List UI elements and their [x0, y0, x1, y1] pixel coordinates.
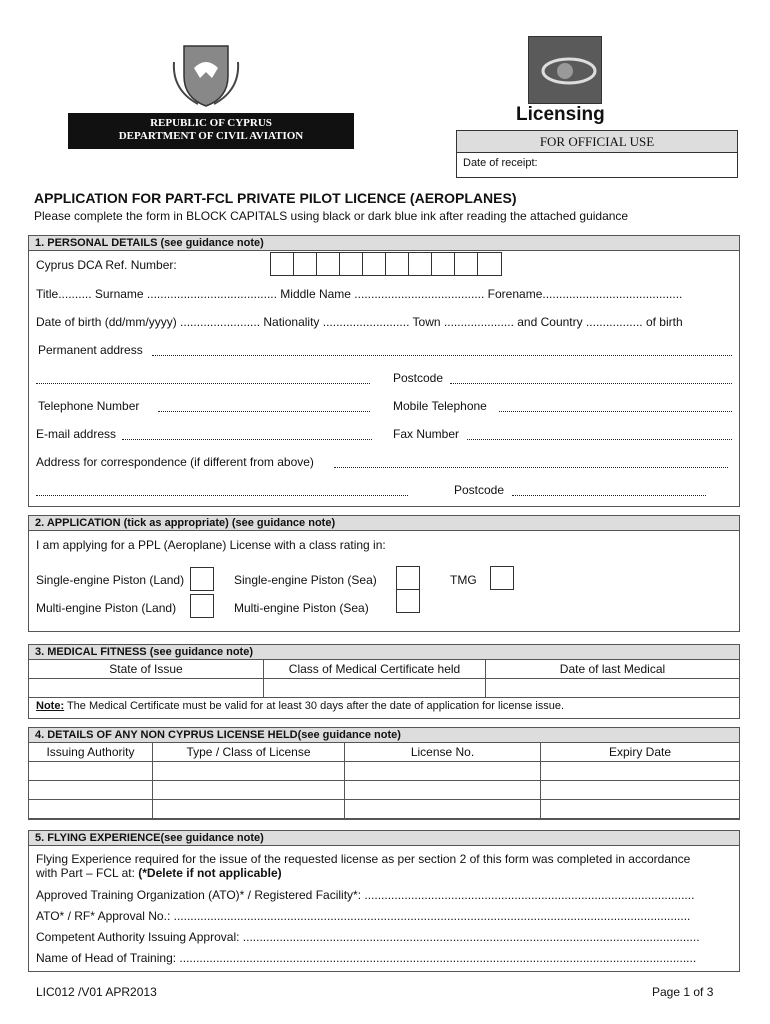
- dca-logo: [528, 36, 602, 104]
- cyprus-emblem: [170, 42, 242, 108]
- mep-land-label: Multi-engine Piston (Land): [36, 601, 177, 615]
- license-cell[interactable]: [541, 781, 740, 800]
- head-of-training-line[interactable]: Name of Head of Training: ...........................................................................................................................................................: [36, 951, 697, 965]
- official-use-heading: FOR OFFICIAL USE: [457, 131, 737, 153]
- license-cell[interactable]: [345, 800, 541, 819]
- sep-sea-label: Single-engine Piston (Sea): [234, 573, 377, 587]
- date-of-receipt-label: Date of receipt:: [463, 157, 538, 169]
- license-table: [28, 742, 740, 819]
- license-cell[interactable]: [345, 762, 541, 781]
- license-col-expiry: Expiry Date: [541, 743, 740, 762]
- page-number: Page 1 of 3: [652, 985, 714, 999]
- medical-class-cell[interactable]: [264, 679, 486, 698]
- experience-intro-2a: with Part – FCL at:: [36, 866, 139, 880]
- licensing-label: Licensing: [516, 104, 605, 125]
- license-cell[interactable]: [29, 781, 153, 800]
- postcode-label: Postcode: [393, 371, 444, 385]
- dept-line-1: REPUBLIC OF CYPRUS: [150, 117, 272, 129]
- license-cell[interactable]: [345, 781, 541, 800]
- section-5-heading: 5. FLYING EXPERIENCE(see guidance note): [29, 831, 739, 846]
- correspondence-field[interactable]: [334, 458, 728, 468]
- telephone-field[interactable]: [158, 402, 370, 412]
- note-text: The Medical Certificate must be valid for at least 30 days after the date of application for license issue.: [64, 700, 565, 712]
- license-col-type: Type / Class of License: [153, 743, 345, 762]
- dca-ref-label: Cyprus DCA Ref. Number:: [36, 258, 177, 272]
- sep-land-checkbox[interactable]: [190, 567, 214, 591]
- medical-table: [28, 659, 740, 698]
- medical-date-cell[interactable]: [486, 679, 740, 698]
- delete-note: (*Delete if not applicable): [138, 866, 282, 880]
- postcode-field[interactable]: [450, 374, 732, 384]
- address-line-2-field[interactable]: [36, 374, 370, 384]
- medical-col-class: Class of Medical Certificate held: [264, 660, 486, 679]
- fax-field[interactable]: [467, 430, 732, 440]
- name-line[interactable]: Title.......... Surname ....................................... Middle Name ....................................... Forename..........................................: [36, 287, 683, 301]
- ato-line[interactable]: Approved Training Organization (ATO)* / Registered Facility*: ...................................................................................................: [36, 888, 695, 902]
- dca-ref-number-cells[interactable]: [270, 252, 502, 276]
- form-code: LIC012 /V01 APR2013: [36, 985, 157, 999]
- mep-sea-checkbox[interactable]: [396, 589, 420, 613]
- license-cell[interactable]: [541, 762, 740, 781]
- approval-line[interactable]: ATO* / RF* Approval No.: ...........................................................................................................................................................: [36, 909, 691, 923]
- license-cell[interactable]: [153, 781, 345, 800]
- tmg-label: TMG: [450, 573, 477, 587]
- license-col-number: License No.: [345, 743, 541, 762]
- correspondence-line-2-field[interactable]: [36, 486, 408, 496]
- tmg-checkbox[interactable]: [490, 566, 514, 590]
- permanent-address-label: Permanent address: [38, 343, 143, 357]
- email-label: E-mail address: [36, 427, 117, 441]
- correspondence-label: Address for correspondence (if different from above): [36, 455, 314, 469]
- form-instructions: Please complete the form in BLOCK CAPITALS using black or dark blue ink after reading the attached guidance: [34, 209, 629, 223]
- section-4-heading: 4. DETAILS OF ANY NON CYPRUS LICENSE HELD(see guidance note): [29, 728, 739, 743]
- license-col-authority: Issuing Authority: [29, 743, 153, 762]
- medical-state-cell[interactable]: [29, 679, 264, 698]
- telephone-label: Telephone Number: [38, 399, 140, 413]
- medical-col-state: State of Issue: [29, 660, 264, 679]
- section-2-heading: 2. APPLICATION (tick as appropriate) (see guidance note): [29, 516, 739, 531]
- experience-intro-2: [36, 866, 282, 880]
- birth-line[interactable]: Date of birth (dd/mm/yyyy) ........................ Nationality .......................... Town ..................... and Country ................. of birth: [36, 315, 683, 329]
- email-field[interactable]: [122, 430, 372, 440]
- permanent-address-field[interactable]: [152, 346, 732, 356]
- license-cell[interactable]: [541, 800, 740, 819]
- sep-land-label: Single-engine Piston (Land): [36, 573, 185, 587]
- note-label: Note:: [36, 700, 65, 712]
- department-banner: [68, 113, 354, 149]
- form-title: APPLICATION FOR PART-FCL PRIVATE PILOT LICENCE (AEROPLANES): [34, 190, 517, 206]
- section-3-heading: 3. MEDICAL FITNESS (see guidance note): [29, 645, 739, 660]
- fax-label: Fax Number: [393, 427, 460, 441]
- medical-col-date: Date of last Medical: [486, 660, 740, 679]
- mobile-label: Mobile Telephone: [393, 399, 487, 413]
- license-cell[interactable]: [29, 762, 153, 781]
- application-intro: I am applying for a PPL (Aeroplane) License with a class rating in:: [36, 538, 386, 552]
- official-use-box: [456, 130, 738, 178]
- sep-sea-checkbox[interactable]: [396, 566, 420, 590]
- license-cell[interactable]: [153, 800, 345, 819]
- mep-sea-label: Multi-engine Piston (Sea): [234, 601, 369, 615]
- mep-land-checkbox[interactable]: [190, 594, 214, 618]
- section-1-heading: 1. PERSONAL DETAILS (see guidance note): [29, 236, 739, 251]
- license-cell[interactable]: [153, 762, 345, 781]
- medical-note: [36, 700, 564, 712]
- competent-authority-line[interactable]: Competent Authority Issuing Approval: .........................................................................................................................................: [36, 930, 700, 944]
- postcode2-field[interactable]: [512, 486, 706, 496]
- license-cell[interactable]: [29, 800, 153, 819]
- postcode2-label: Postcode: [454, 483, 505, 497]
- experience-intro-1: Flying Experience required for the issue of the requested license as per section 2 of this form was completed in accordance: [36, 852, 691, 866]
- mobile-field[interactable]: [499, 402, 732, 412]
- dept-line-2: DEPARTMENT OF CIVIL AVIATION: [118, 130, 304, 142]
